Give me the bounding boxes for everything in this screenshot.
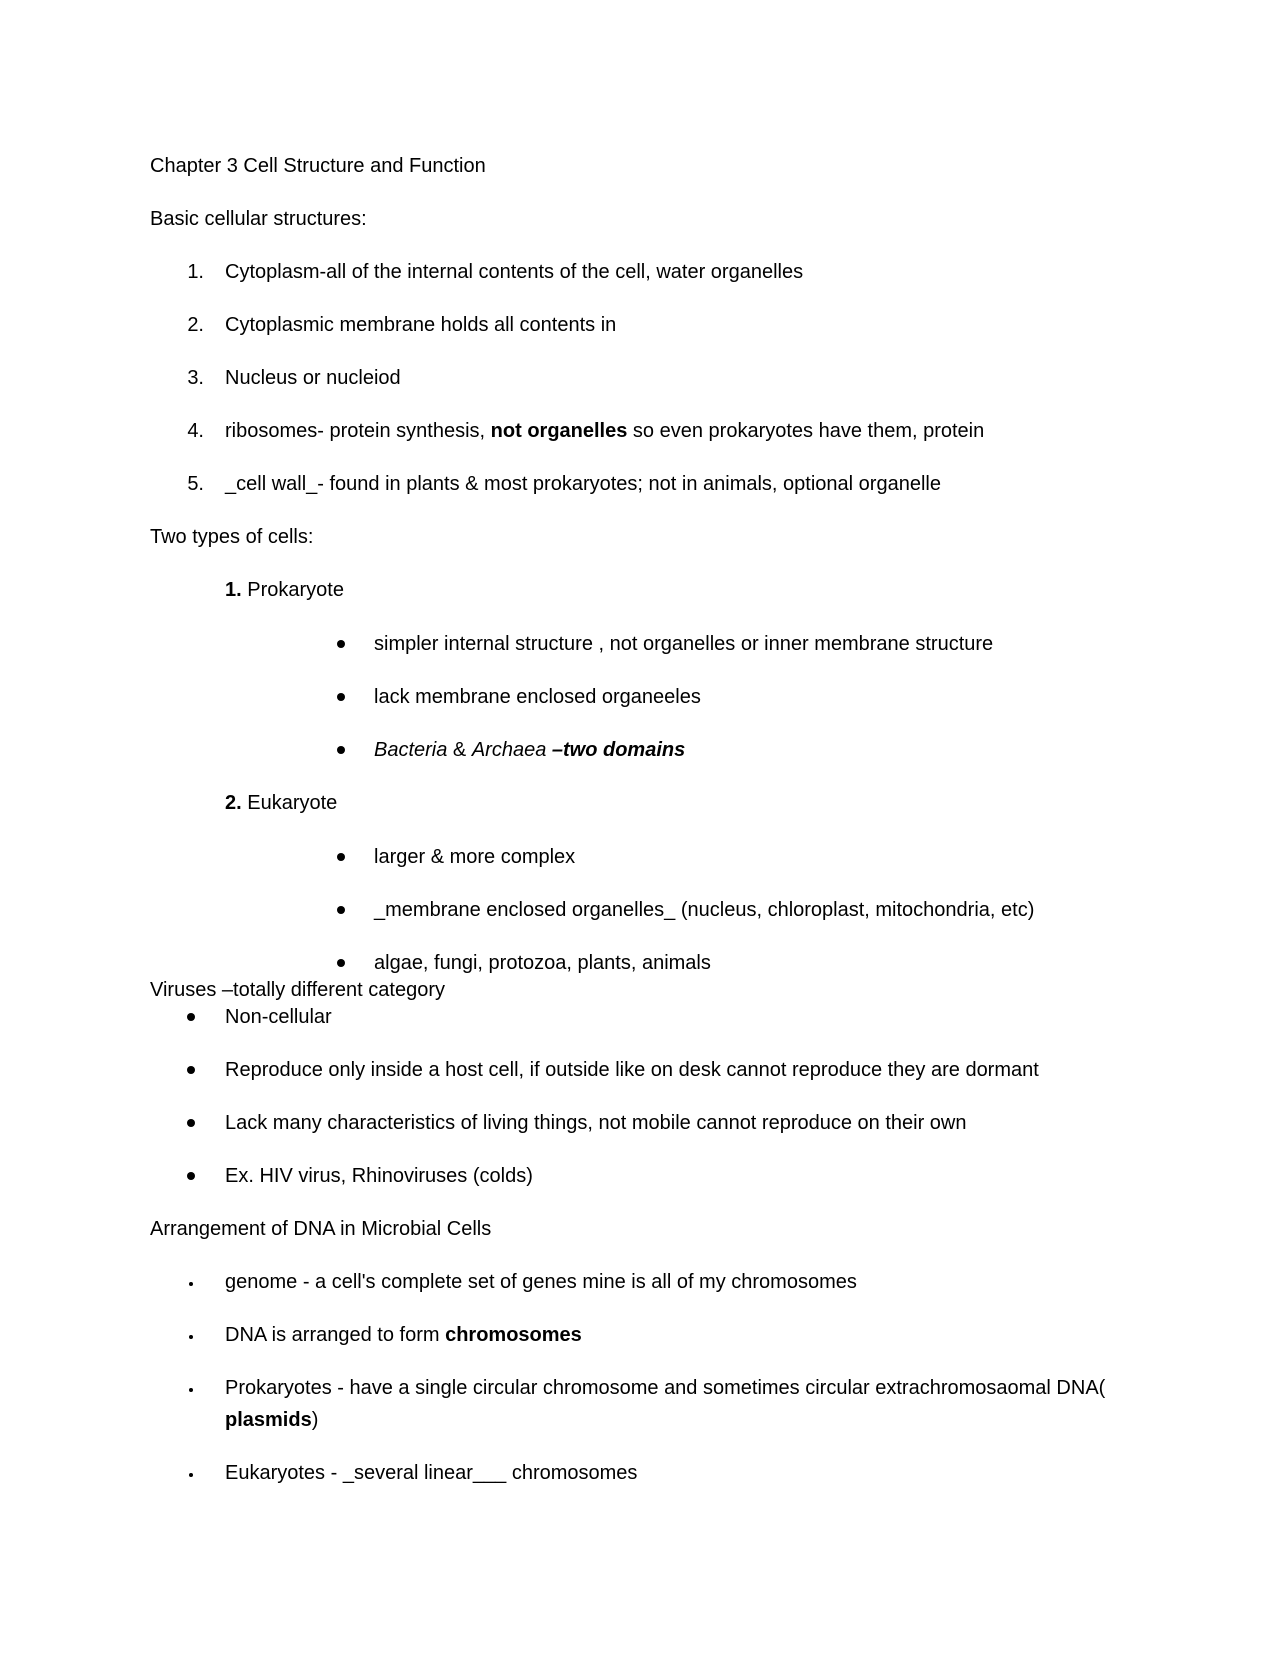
- subheading-label: Prokaryote: [241, 579, 344, 601]
- bullet-icon: [187, 1066, 195, 1074]
- list-item: larger & more complex: [374, 846, 576, 868]
- emphasis-text: plasmids: [225, 1409, 312, 1431]
- list-item: Non-cellular: [225, 1006, 332, 1028]
- bullet-icon: [189, 1282, 193, 1286]
- list-item: Eukaryotes - _several linear___ chromosomes: [225, 1462, 638, 1484]
- list-item-text: ribosomes- protein synthesis,: [225, 420, 491, 442]
- bullet-icon: [337, 640, 345, 648]
- bullet-icon: [337, 853, 345, 861]
- emphasis-text: not organelles: [490, 420, 628, 442]
- list-item-text: DNA is arranged to form: [225, 1324, 446, 1346]
- list-item: _cell wall_- found in plants & most prokaryotes; not in animals, optional organelle: [225, 473, 941, 495]
- list-item: algae, fungi, protozoa, plants, animals: [374, 952, 711, 974]
- emphasis-text: chromosomes: [445, 1324, 582, 1346]
- subheading-prokaryote: [225, 578, 344, 602]
- list-item-continuation: [225, 1408, 318, 1432]
- bullet-icon: [189, 1388, 193, 1392]
- bold-italic-text: –two domains: [546, 739, 686, 761]
- bullet-icon: [337, 906, 345, 914]
- subheading-label: Eukaryote: [241, 792, 338, 814]
- bullet-icon: [337, 746, 345, 754]
- list-item: Cytoplasmic membrane holds all contents in: [225, 314, 617, 336]
- section-heading-dna: Arrangement of DNA in Microbial Cells: [150, 1218, 492, 1240]
- list-item: simpler internal structure , not organelles or inner membrane structure: [374, 633, 994, 655]
- list-number: 5.: [187, 473, 204, 495]
- list-item: lack membrane enclosed organeeles: [374, 686, 701, 708]
- list-item-text: &: [447, 739, 472, 761]
- list-number: 1.: [187, 261, 204, 283]
- bullet-icon: [187, 1013, 195, 1021]
- list-item: _membrane enclosed organelles_ (nucleus, chloroplast, mitochondria, etc): [374, 899, 1035, 921]
- list-item: Nucleus or nucleiod: [225, 367, 401, 389]
- list-number: 3.: [187, 367, 204, 389]
- italic-text: Bacteria: [374, 739, 448, 761]
- bullet-icon: [187, 1119, 195, 1127]
- bullet-icon: [187, 1172, 195, 1180]
- list-item: Prokaryotes - have a single circular chromosome and sometimes circular extrachromosaomal DNA(: [225, 1377, 1106, 1399]
- list-item-text: so even prokaryotes have them, protein: [627, 420, 985, 442]
- list-item: genome - a cell's complete set of genes mine is all of my chromosomes: [225, 1271, 857, 1293]
- list-item: [225, 1323, 582, 1347]
- section-heading-basic: Basic cellular structures:: [150, 208, 367, 230]
- subheading-eukaryote: [225, 791, 337, 815]
- list-item: Reproduce only inside a host cell, if outside like on desk cannot reproduce they are dormant: [225, 1059, 1039, 1081]
- bullet-icon: [189, 1335, 193, 1339]
- list-item: Lack many characteristics of living things, not mobile cannot reproduce on their own: [225, 1112, 967, 1134]
- list-item: Ex. HIV virus, Rhinoviruses (colds): [225, 1165, 533, 1187]
- section-heading-types: Two types of cells:: [150, 526, 314, 548]
- bullet-icon: [189, 1473, 193, 1477]
- list-item: Cytoplasm-all of the internal contents of the cell, water organelles: [225, 261, 804, 283]
- bullet-icon: [337, 693, 345, 701]
- subheading-number: 1.: [225, 579, 242, 601]
- subheading-number: 2.: [225, 792, 242, 814]
- italic-text: Archaea: [471, 739, 547, 761]
- list-item: [225, 419, 984, 443]
- page-title: Chapter 3 Cell Structure and Function: [150, 155, 486, 177]
- bullet-icon: [337, 959, 345, 967]
- list-number: 4.: [187, 420, 204, 442]
- section-heading-viruses: Viruses –totally different category: [150, 979, 445, 1001]
- list-item-text: ): [311, 1409, 319, 1431]
- list-item: [374, 738, 685, 762]
- list-number: 2.: [187, 314, 204, 336]
